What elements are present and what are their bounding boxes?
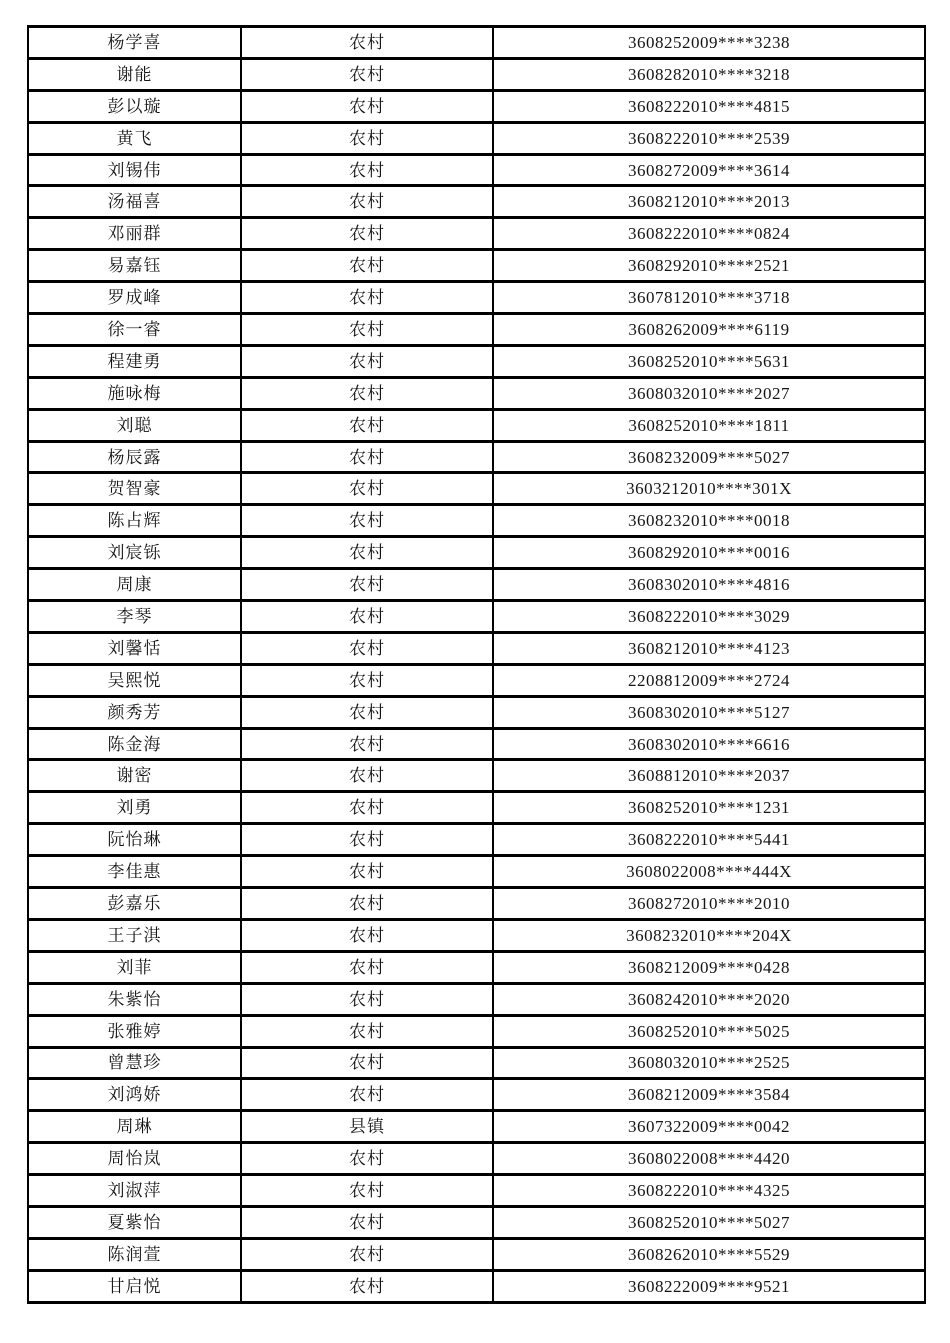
table-row <box>28 122 925 154</box>
table-row <box>28 1111 925 1143</box>
name-cell: 彭以璇 <box>28 90 241 122</box>
name-cell: 陈润萱 <box>28 1238 241 1270</box>
id-number-cell: 3608222010****4325 <box>493 1175 925 1207</box>
residence-cell: 农村 <box>241 728 493 760</box>
table-row <box>28 919 925 951</box>
table-row <box>28 250 925 282</box>
name-cell: 张雅婷 <box>28 1015 241 1047</box>
name-cell: 周琳 <box>28 1111 241 1143</box>
residence-cell: 农村 <box>241 250 493 282</box>
name-cell: 周怡岚 <box>28 1143 241 1175</box>
table-row <box>28 696 925 728</box>
id-number-cell: 2208812009****2724 <box>493 664 925 696</box>
table-row <box>28 1079 925 1111</box>
residence-cell: 农村 <box>241 951 493 983</box>
name-cell: 陈占辉 <box>28 505 241 537</box>
name-cell: 彭嘉乐 <box>28 888 241 920</box>
name-cell: 谢能 <box>28 58 241 90</box>
id-number-cell: 3603212010****301X <box>493 473 925 505</box>
id-number-cell: 3608022008****444X <box>493 856 925 888</box>
id-number-cell: 3608222010****2539 <box>493 122 925 154</box>
table-row <box>28 983 925 1015</box>
name-cell: 王子淇 <box>28 919 241 951</box>
table-row <box>28 1143 925 1175</box>
residence-cell: 农村 <box>241 919 493 951</box>
id-number-cell: 3608232010****0018 <box>493 505 925 537</box>
name-cell: 徐一睿 <box>28 314 241 346</box>
table-row <box>28 282 925 314</box>
residence-cell: 农村 <box>241 1047 493 1079</box>
name-cell: 杨辰露 <box>28 441 241 473</box>
table-row <box>28 632 925 664</box>
name-cell: 夏紫怡 <box>28 1206 241 1238</box>
name-cell: 刘菲 <box>28 951 241 983</box>
table-row <box>28 1047 925 1079</box>
table-row <box>28 1270 925 1302</box>
residence-cell: 农村 <box>241 696 493 728</box>
residence-cell: 农村 <box>241 505 493 537</box>
residence-cell: 农村 <box>241 282 493 314</box>
id-number-cell: 3608302010****6616 <box>493 728 925 760</box>
table-row <box>28 154 925 186</box>
name-cell: 阮怡琳 <box>28 824 241 856</box>
name-cell: 陈金海 <box>28 728 241 760</box>
table-row <box>28 186 925 218</box>
table-row <box>28 1206 925 1238</box>
residence-cell: 农村 <box>241 122 493 154</box>
id-number-cell: 3608302010****5127 <box>493 696 925 728</box>
residence-cell: 农村 <box>241 58 493 90</box>
residence-cell: 农村 <box>241 1238 493 1270</box>
table-row <box>28 473 925 505</box>
table-row <box>28 377 925 409</box>
table-row <box>28 1175 925 1207</box>
residence-cell: 农村 <box>241 601 493 633</box>
residence-cell: 农村 <box>241 1206 493 1238</box>
residence-cell: 农村 <box>241 632 493 664</box>
document-page <box>27 25 926 1304</box>
name-cell: 刘勇 <box>28 792 241 824</box>
name-cell: 程建勇 <box>28 345 241 377</box>
id-number-cell: 3608232009****5027 <box>493 441 925 473</box>
id-number-cell: 3608252009****3238 <box>493 27 925 59</box>
name-cell: 刘馨恬 <box>28 632 241 664</box>
table-row <box>28 760 925 792</box>
id-number-cell: 3608292010****0016 <box>493 537 925 569</box>
id-number-cell: 3608242010****2020 <box>493 983 925 1015</box>
table-row <box>28 345 925 377</box>
name-cell: 贺智豪 <box>28 473 241 505</box>
residence-cell: 农村 <box>241 345 493 377</box>
name-cell: 邓丽群 <box>28 218 241 250</box>
residence-cell: 县镇 <box>241 1111 493 1143</box>
roster-table <box>27 25 926 1304</box>
residence-cell: 农村 <box>241 441 493 473</box>
name-cell: 吴熙悦 <box>28 664 241 696</box>
id-number-cell: 3607812010****3718 <box>493 282 925 314</box>
name-cell: 谢密 <box>28 760 241 792</box>
residence-cell: 农村 <box>241 90 493 122</box>
name-cell: 刘锡伟 <box>28 154 241 186</box>
residence-cell: 农村 <box>241 314 493 346</box>
name-cell: 易嘉钰 <box>28 250 241 282</box>
table-row <box>28 601 925 633</box>
name-cell: 李琴 <box>28 601 241 633</box>
name-cell: 刘鸿娇 <box>28 1079 241 1111</box>
id-number-cell: 3608222010****5441 <box>493 824 925 856</box>
name-cell: 刘淑萍 <box>28 1175 241 1207</box>
id-number-cell: 3608292010****2521 <box>493 250 925 282</box>
table-row <box>28 537 925 569</box>
table-row <box>28 1015 925 1047</box>
residence-cell: 农村 <box>241 1175 493 1207</box>
table-row <box>28 792 925 824</box>
id-number-cell: 3608282010****3218 <box>493 58 925 90</box>
id-number-cell: 3608212010****2013 <box>493 186 925 218</box>
name-cell: 杨学喜 <box>28 27 241 59</box>
residence-cell: 农村 <box>241 409 493 441</box>
residence-cell: 农村 <box>241 27 493 59</box>
id-number-cell: 3608032010****2027 <box>493 377 925 409</box>
id-number-cell: 3608222010****0824 <box>493 218 925 250</box>
id-number-cell: 3608262009****6119 <box>493 314 925 346</box>
table-row <box>28 664 925 696</box>
residence-cell: 农村 <box>241 1015 493 1047</box>
id-number-cell: 3608032010****2525 <box>493 1047 925 1079</box>
residence-cell: 农村 <box>241 760 493 792</box>
table-row <box>28 951 925 983</box>
name-cell: 黄飞 <box>28 122 241 154</box>
id-number-cell: 3608252010****5631 <box>493 345 925 377</box>
residence-cell: 农村 <box>241 824 493 856</box>
id-number-cell: 3608212010****4123 <box>493 632 925 664</box>
residence-cell: 农村 <box>241 154 493 186</box>
id-number-cell: 3608252010****1231 <box>493 792 925 824</box>
table-row <box>28 824 925 856</box>
residence-cell: 农村 <box>241 1270 493 1302</box>
name-cell: 李佳惠 <box>28 856 241 888</box>
id-number-cell: 3608022008****4420 <box>493 1143 925 1175</box>
id-number-cell: 3608212009****0428 <box>493 951 925 983</box>
table-row <box>28 27 925 59</box>
id-number-cell: 3608272010****2010 <box>493 888 925 920</box>
table-row <box>28 90 925 122</box>
table-row <box>28 728 925 760</box>
id-number-cell: 3607322009****0042 <box>493 1111 925 1143</box>
id-number-cell: 3608222010****4815 <box>493 90 925 122</box>
residence-cell: 农村 <box>241 377 493 409</box>
residence-cell: 农村 <box>241 856 493 888</box>
residence-cell: 农村 <box>241 792 493 824</box>
roster-table-body <box>28 27 925 1303</box>
table-row <box>28 856 925 888</box>
residence-cell: 农村 <box>241 983 493 1015</box>
table-row <box>28 58 925 90</box>
name-cell: 刘宸铄 <box>28 537 241 569</box>
table-row <box>28 409 925 441</box>
residence-cell: 农村 <box>241 1143 493 1175</box>
name-cell: 朱紫怡 <box>28 983 241 1015</box>
table-row <box>28 888 925 920</box>
table-row <box>28 505 925 537</box>
name-cell: 曾慧珍 <box>28 1047 241 1079</box>
id-number-cell: 3608222010****3029 <box>493 601 925 633</box>
id-number-cell: 3608252010****5025 <box>493 1015 925 1047</box>
residence-cell: 农村 <box>241 888 493 920</box>
table-row <box>28 218 925 250</box>
id-number-cell: 3608252010****5027 <box>493 1206 925 1238</box>
id-number-cell: 3608302010****4816 <box>493 569 925 601</box>
residence-cell: 农村 <box>241 537 493 569</box>
residence-cell: 农村 <box>241 1079 493 1111</box>
id-number-cell: 3608212009****3584 <box>493 1079 925 1111</box>
residence-cell: 农村 <box>241 473 493 505</box>
id-number-cell: 3608222009****9521 <box>493 1270 925 1302</box>
name-cell: 甘启悦 <box>28 1270 241 1302</box>
table-row <box>28 1238 925 1270</box>
residence-cell: 农村 <box>241 218 493 250</box>
name-cell: 施咏梅 <box>28 377 241 409</box>
table-row <box>28 441 925 473</box>
name-cell: 周康 <box>28 569 241 601</box>
residence-cell: 农村 <box>241 569 493 601</box>
id-number-cell: 3608232010****204X <box>493 919 925 951</box>
residence-cell: 农村 <box>241 664 493 696</box>
name-cell: 汤福喜 <box>28 186 241 218</box>
id-number-cell: 3608262010****5529 <box>493 1238 925 1270</box>
name-cell: 颜秀芳 <box>28 696 241 728</box>
table-row <box>28 314 925 346</box>
table-row <box>28 569 925 601</box>
name-cell: 罗成峰 <box>28 282 241 314</box>
residence-cell: 农村 <box>241 186 493 218</box>
id-number-cell: 3608812010****2037 <box>493 760 925 792</box>
name-cell: 刘聪 <box>28 409 241 441</box>
id-number-cell: 3608252010****1811 <box>493 409 925 441</box>
id-number-cell: 3608272009****3614 <box>493 154 925 186</box>
